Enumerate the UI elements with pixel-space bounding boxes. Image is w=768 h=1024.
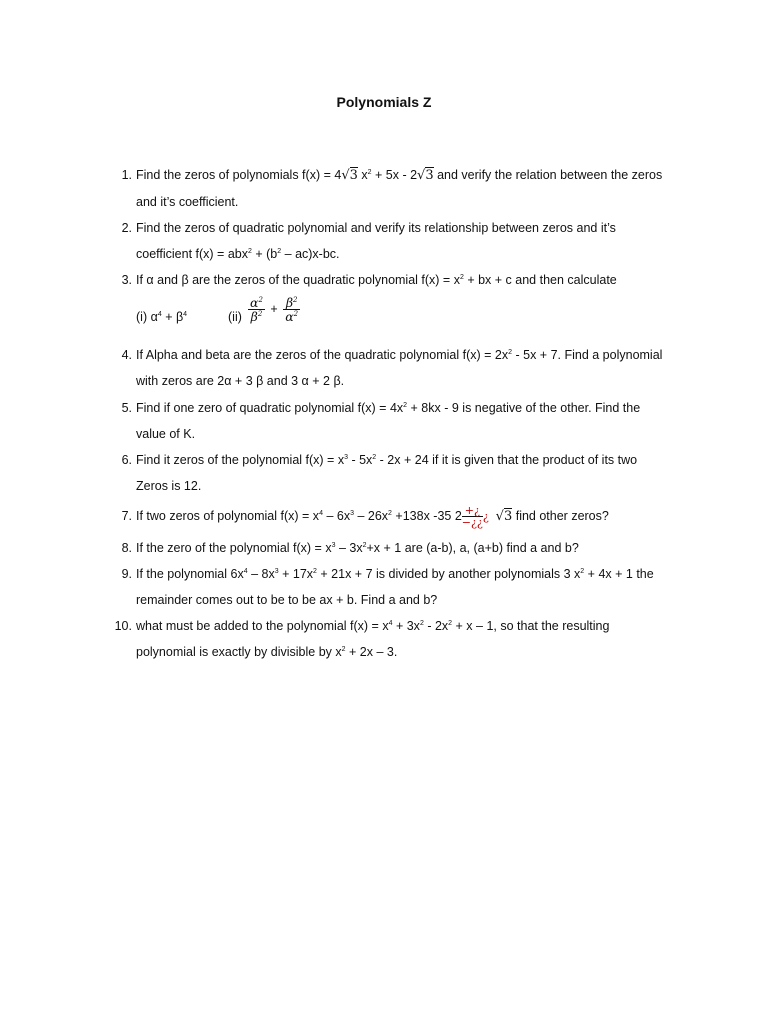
question-text: If Alpha and beta are the zeros of the quadratic polynomial $f(x) = 2x^2 - 5x + 7$. Find a polynomial with zeros are 2α + 3 β and 3 α + 2 β. bbox=[136, 348, 663, 388]
question-number: 5. bbox=[121, 401, 132, 415]
question-text: Find the zeros of quadratic polynomial and verify its relationship between zeros and it’s coefficient $f(x) = abx^2 + (b^2 - ac)x-bc$. bbox=[136, 221, 616, 261]
question-number: 9. bbox=[121, 567, 132, 581]
question-7 bbox=[110, 503, 670, 530]
question-number: 1. bbox=[121, 168, 132, 182]
question-number: 7. bbox=[121, 509, 132, 523]
question-text: If two zeros of polynomial $f(x) = x^4 - 6x^3 - 26x^2 +138x$ -35 2 +¿ −¿¿¿ √3 find other zeros? bbox=[136, 504, 609, 530]
question-2 bbox=[110, 215, 670, 267]
question-9 bbox=[110, 561, 670, 613]
question-5 bbox=[110, 395, 670, 447]
question-number: 10. bbox=[114, 619, 132, 633]
fraction-beta-over-alpha: $\frac{\beta^2}{\alpha^2}$ bbox=[285, 295, 299, 324]
sqrt-symbol: √3 bbox=[417, 168, 434, 183]
question-3 bbox=[110, 267, 670, 293]
question-8 bbox=[110, 535, 670, 561]
page-title: Polynomials Z bbox=[336, 94, 432, 110]
question-6 bbox=[110, 447, 670, 499]
question-3-parts bbox=[110, 296, 670, 342]
question-1 bbox=[110, 162, 670, 215]
broken-equation-glyph: ¿ bbox=[482, 510, 489, 523]
fraction-alpha-over-beta: $\frac{\alpha^2}{\beta^2}$ bbox=[250, 295, 263, 324]
question-text: If the zero of the polynomial $f(x) = x^3 - 3x^2+x + 1$ are (a-b), a, (a+b) find a and b? bbox=[136, 541, 579, 555]
question-number: 8. bbox=[121, 541, 132, 555]
question-text: If the polynomial $6x^4 - 8x^3 + 17x^2 + 21x + 7$ is divided by another polynomials 3 $x^2 + 4x + 1$ the remainder comes out to be to be ax + b. Find a and b? bbox=[136, 567, 654, 607]
question-number: 3. bbox=[121, 273, 132, 287]
part-ii-label: (ii) bbox=[228, 310, 242, 324]
question-10 bbox=[110, 613, 670, 665]
sqrt-symbol: √3 bbox=[495, 509, 513, 524]
part-i: (i) $\alpha^4 + \beta^4$ bbox=[136, 310, 188, 324]
question-4 bbox=[110, 342, 670, 394]
question-text: Find if one zero of quadratic polynomial $f(x) = 4x^2 + 8kx - 9$ is negative of the other. Find the value of K. bbox=[136, 401, 641, 441]
question-number: 2. bbox=[121, 221, 132, 235]
question-number: 6. bbox=[121, 453, 132, 467]
broken-equation-fraction: +¿ −¿¿ bbox=[461, 504, 483, 530]
question-text: If α and β are the zeros of the quadratic polynomial $f(x) = x^2$ + bx + c and then calculate bbox=[136, 273, 617, 287]
question-text: what must be added to the polynomial $f(x) = x^4 + 3x^2 - 2x^2 + x - 1$, so that the resulting polynomial is exactly by divisible by $x^2 + 2x - 3$. bbox=[136, 619, 610, 659]
sqrt-symbol: √3 bbox=[341, 168, 358, 183]
question-number: 4. bbox=[121, 348, 132, 362]
question-text: Find it zeros of the polynomial $f(x) = x^3 - 5x^2 - 2x + 24$ if it is given that the product of its two Zeros is 12. bbox=[136, 453, 638, 493]
part-ii-expression: $\frac{\alpha^2}{\beta^2}$ + $\frac{\beta^2}{\alpha^2}$ bbox=[250, 295, 299, 324]
question-text: Find the zeros of polynomials f(x) = 4√3 $x^2 + 5x - 2√3$ and verify the relation between the zeros and it’s coefficient. bbox=[136, 168, 663, 209]
